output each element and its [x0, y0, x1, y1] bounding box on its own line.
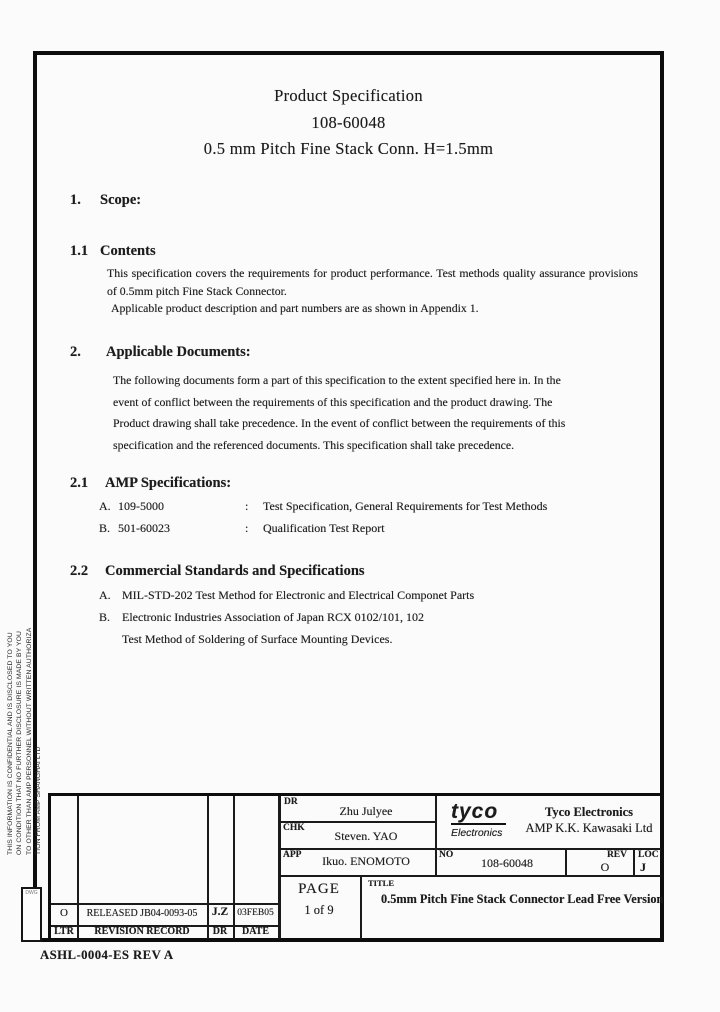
paragraph-line: event of conflict between the requirements of this specification and the product drawing. The: [113, 394, 553, 409]
confidentiality-line: TION FROM AMP SHANGHAI LTD: [35, 746, 43, 855]
dwg-label: DWG: [25, 890, 38, 896]
confidentiality-note: [6, 627, 44, 855]
section-1-heading: [70, 192, 141, 209]
revision-record-value: RELEASED JB04-0093-05: [86, 908, 198, 919]
section-2-1-heading: [70, 475, 231, 492]
chk-name: Steven. YAO: [334, 829, 398, 843]
tyco-logo-word: tyco: [451, 801, 506, 825]
no-label: NO: [439, 850, 454, 860]
revision-record-header: REVISION RECORD: [94, 926, 190, 937]
title-block: [48, 793, 664, 942]
section-2-title: Applicable Documents:: [106, 344, 251, 360]
section-1-1-heading: [70, 243, 156, 260]
paragraph-line: specification and the referenced documents. This specification shall take precedence.: [113, 437, 515, 452]
company-line1: Tyco Electronics: [544, 805, 634, 819]
commercial-item-a: [99, 588, 474, 603]
commercial-item-b: [99, 610, 424, 625]
item-text: Test Method of Soldering of Surface Mounting Devices.: [122, 632, 393, 646]
item-text: MIL-STD-202 Test Method for Electronic and Electrical Componet Parts: [122, 588, 475, 602]
section-2-number: 2.: [70, 344, 81, 360]
date-header: DATE: [241, 926, 270, 937]
paragraph-line: Product drawing shall take precedence. In the event of conflict between the requirements of this: [113, 416, 566, 430]
confidentiality-line: ON CONDITION THAT NO FURTHER DISCLOSURE IS MADE BY YOU: [16, 630, 24, 855]
section-2-2-heading: [70, 563, 365, 580]
revision-ltr-value: O: [60, 907, 68, 919]
dr-label: DR: [284, 797, 298, 807]
item-text: Electronic Industries Association of Japan RCX 0102/101, 102: [122, 610, 424, 624]
applicable-documents-paragraph: [113, 370, 565, 456]
title-label: TITLE: [368, 878, 394, 888]
item-separator: :: [245, 521, 249, 535]
doc-title: Product Specification: [274, 86, 423, 105]
loc-label: LOC: [638, 850, 659, 860]
tyco-logo: [451, 801, 506, 839]
chk-label: CHK: [283, 823, 305, 833]
contents-paragraph-1: This specification covers the requirements for product performance. Test methods quality assurance provisions of 0.5mm pitch Fine Stack Connector.: [107, 266, 638, 298]
item-description: Test Specification, General Requirements for Test Methods: [263, 499, 548, 513]
company-line2: AMP K.K. Kawasaki Ltd: [525, 821, 653, 835]
doc-reference-footer: ASHL-0004-ES REV A: [40, 948, 174, 962]
amp-spec-item-a: [99, 499, 547, 514]
ltr-header: LTR: [54, 926, 74, 937]
section-1-1-number: 1.1: [70, 243, 89, 259]
revision-date-value: 03FEB05: [237, 908, 274, 918]
app-label: APP: [283, 850, 302, 860]
section-2-1-number: 2.1: [70, 475, 89, 491]
paragraph-line: The following documents form a part of this specification to the extent specified here in. In the: [113, 373, 561, 387]
item-separator: :: [245, 499, 249, 513]
amp-spec-item-b: [99, 521, 385, 536]
doc-number: 108-60048: [311, 113, 386, 132]
rev-value: O: [600, 860, 610, 874]
item-label: B.: [99, 610, 111, 624]
section-1-number: 1.: [70, 192, 81, 208]
rev-label: REV: [606, 850, 627, 860]
item-code: 109-5000: [118, 499, 164, 513]
tyco-logo-subtext: Electronics: [451, 827, 503, 839]
item-label: A.: [99, 588, 111, 602]
item-label: B.: [99, 521, 111, 535]
item-description: Qualification Test Report: [263, 521, 385, 535]
dr-name: Zhu Julyee: [339, 804, 393, 818]
loc-value: J: [640, 860, 646, 874]
doc-subtitle: 0.5 mm Pitch Fine Stack Conn. H=1.5mm: [203, 139, 494, 158]
revision-dr-value: J.Z: [211, 906, 229, 918]
commercial-item-b-continuation: [122, 632, 392, 647]
dr-header: DR: [212, 926, 228, 937]
item-code: 501-60023: [118, 521, 170, 535]
section-2-2-number: 2.2: [70, 563, 89, 579]
section-2-heading: [70, 344, 251, 361]
section-2-2-title: Commercial Standards and Specifications: [105, 563, 365, 579]
title-value: 0.5mm Pitch Fine Stack Connector Lead Free Version: [381, 892, 664, 906]
section-2-1-title: AMP Specifications:: [105, 475, 232, 491]
app-name: Ikuo. ENOMOTO: [322, 854, 410, 868]
no-value: 108-60048: [481, 856, 533, 870]
confidentiality-line: THIS INFORMATION IS CONFIDENTIAL AND IS DISCLOSED TO YOU: [7, 632, 14, 855]
page-label: PAGE: [298, 881, 340, 897]
page-value: 1 of 9: [304, 903, 334, 917]
section-1-1-title: Contents: [100, 243, 156, 259]
dwg-margin-box: [21, 887, 42, 942]
company-name: [519, 804, 659, 836]
item-label: A.: [99, 499, 111, 513]
section-1-title: Scope:: [100, 192, 142, 208]
confidentiality-line: TO OTHER THAN AMP PERSONNEL WITHOUT WRITTEN AUTHORIZA: [25, 627, 33, 855]
contents-paragraph-2: Applicable product description and part numbers are as shown in Appendix 1.: [111, 301, 479, 315]
